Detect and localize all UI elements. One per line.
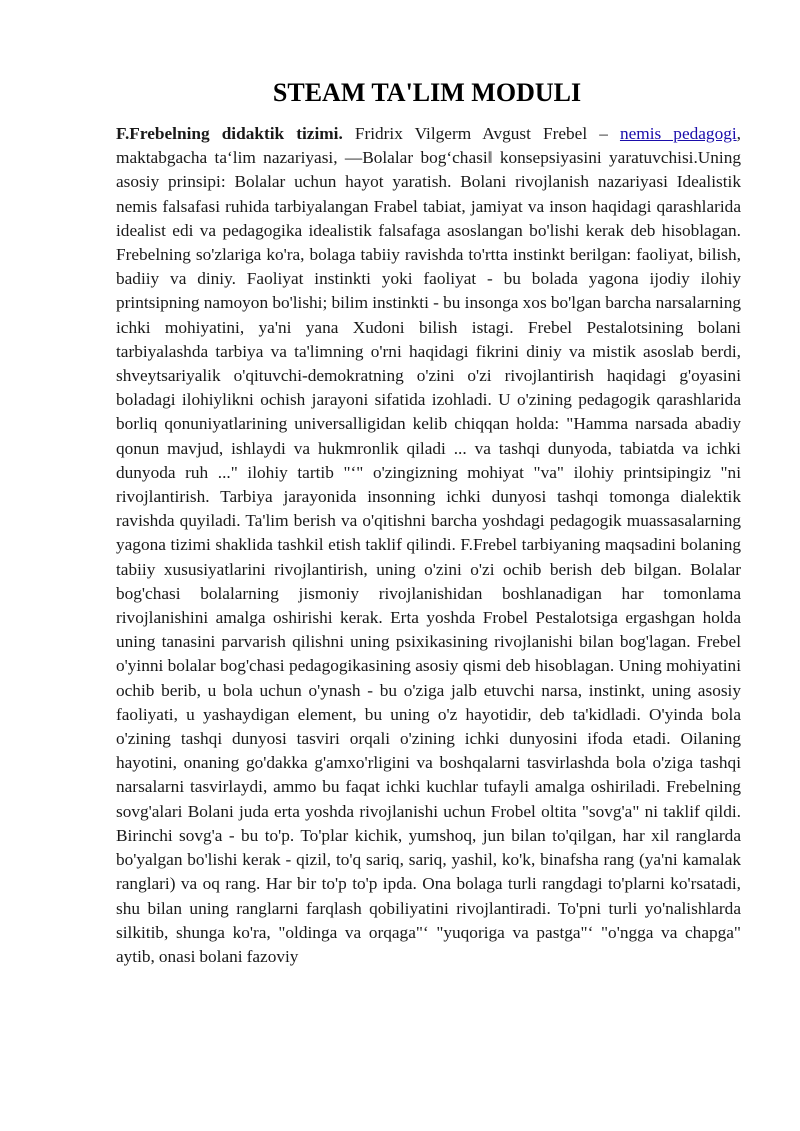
body-paragraph: [116, 122, 741, 969]
intro-text: Fridrix Vilgerm Avgust Frebel –: [342, 124, 620, 143]
nemis-pedagogi-link[interactable]: nemis pedagogi: [619, 124, 737, 143]
section-heading-inline: F.Frebelning didaktik tizimi.: [116, 124, 343, 143]
document-title: STEAM TA'LIM MODULI: [272, 78, 582, 107]
paragraph-body-text: , maktabgacha ta‘lim nazariyasi, ―Bolalar bog‘chasi‖ konsepsiyasini yaratuvchisi.Uning asosiy prinsipi: Bolalar uchun hayot yaratish. Bolani rivojlanish nazariyasi Idealistik nemis falsafasi ruhida tarbiyalangan Frabel tabiat, jamiyat va inson haqidagi qarashlarida idealist edi va pedagogika idealistik falsafaga asoslangan bo'lishi kerak deb hisoblagan. Frebelning so'zlariga ko'ra, bolaga tabiiy ravishda to'rtta instinkt berilgan: faoliyat, bilish, badiiy va diniy. Faoliyat instinkti yoki faoliyat - bu bolada yagona ijodiy ilohiy printsipning namoyon bo'lishi; bilim instinkti - bu insonga xos bo'lgan barcha narsalarning ichki mohiyatini, ya'ni yana Xudoni bilish istagi. Frebel Pestalotsining bolani tarbiyalashda tarbiya va ta'limning o'rni haqidagi fikrini diniy va mistik asoslab berdi, shveytsariyalik o'qituvchi-demokratning o'zini o'zi rivojlantirish haqidagi g'oyasini boladagi ilohiylikni ochish jarayoni sifatida izohladi. U o'zining pedagogik qarashlarida borliq qonuniyatlarining universalligidan kelib chiqqan holda: "Hamma narsada abadiy qonun mavjud, ishlaydi va hukmronlik qiladi ... va tashqi dunyoda, tabiatda va ichki dunyoda ruh ..." ilohiy tartib "‘" o'zingizning mohiyat "va" ilohiy printsipingiz "ni rivojlantirish. Tarbiya jarayonida insonning ichki dunyosi tashqi tomonga dialektik ravishda quyiladi. Ta'lim berish va o'qitishni barcha yoshdagi pedagogik muassasalarning yagona tizimi shaklida tashkil etish taklif qilindi. F.Frebel tarbiyaning maqsadini bolaning tabiiy xususiyatlarini rivojlantirish, uning o'zini o'zi ochib berish deb bilgan. Bolalar bog'chasi bolalarning jismoniy rivojlanishidan boshlanadigan har tomonlama rivojlanishini amalga oshirishi kerak. Erta yoshda Frobel Pestalotsiga ergashgan holda uning tanasini parvarish qilishni uning psixikasining rivojlanishi bilan bog'lagan. Frebel o'yinni bolalar bog'chasi pedagogikasining asosiy qismi deb hisoblagan. Uning mohiyatini ochib berib, u bola uchun o'ynash - bu o'ziga jalb etuvchi narsa, instinkt, uning asosiy faoliyati, u yashaydigan element, bu uning o'z hayotidir, deb ta'kidladi. O'yinda bola o'zining tashqi dunyosi tasviri orqali o'zining ichki dunyosini ifoda etadi. Oilaning hayotini, onaning go'dakka g'amxo'rligini va boshqalarni tasvirlashda bola o'ziga tashqi narsalarni tasvirlaydi, ammo bu faqat ichki kuchlar tufayli amalga oshiriladi. Frebelning sovg'alari Bolani juda erta yoshda rivojlanishi uchun Frobel oltita "sovg'a" ni taklif qildi. Birinchi sovg'a - bu to'p. To'plar kichik, yumshoq, jun bilan to'qilgan, har xil ranglarda bo'yalgan bo'lishi kerak - qizil, to'q sariq, sariq, yashil, ko'k, binafsha rang (ya'ni kamalak ranglari) va oq rang. Har bir to'p to'p ipda. Ona bolaga turli rangdagi to'plarni ko'rsatadi, shu bilan uning ranglarni farqlash qobiliyatini rivojlantiradi. To'pni turli yo'nalishlarda silkitib, shunga ko'ra, "oldinga va orqaga"‘ "yuqoriga va pastga"‘ "o'ngga va chapga" aytib, onasi bolani fazoviy: [116, 124, 741, 966]
